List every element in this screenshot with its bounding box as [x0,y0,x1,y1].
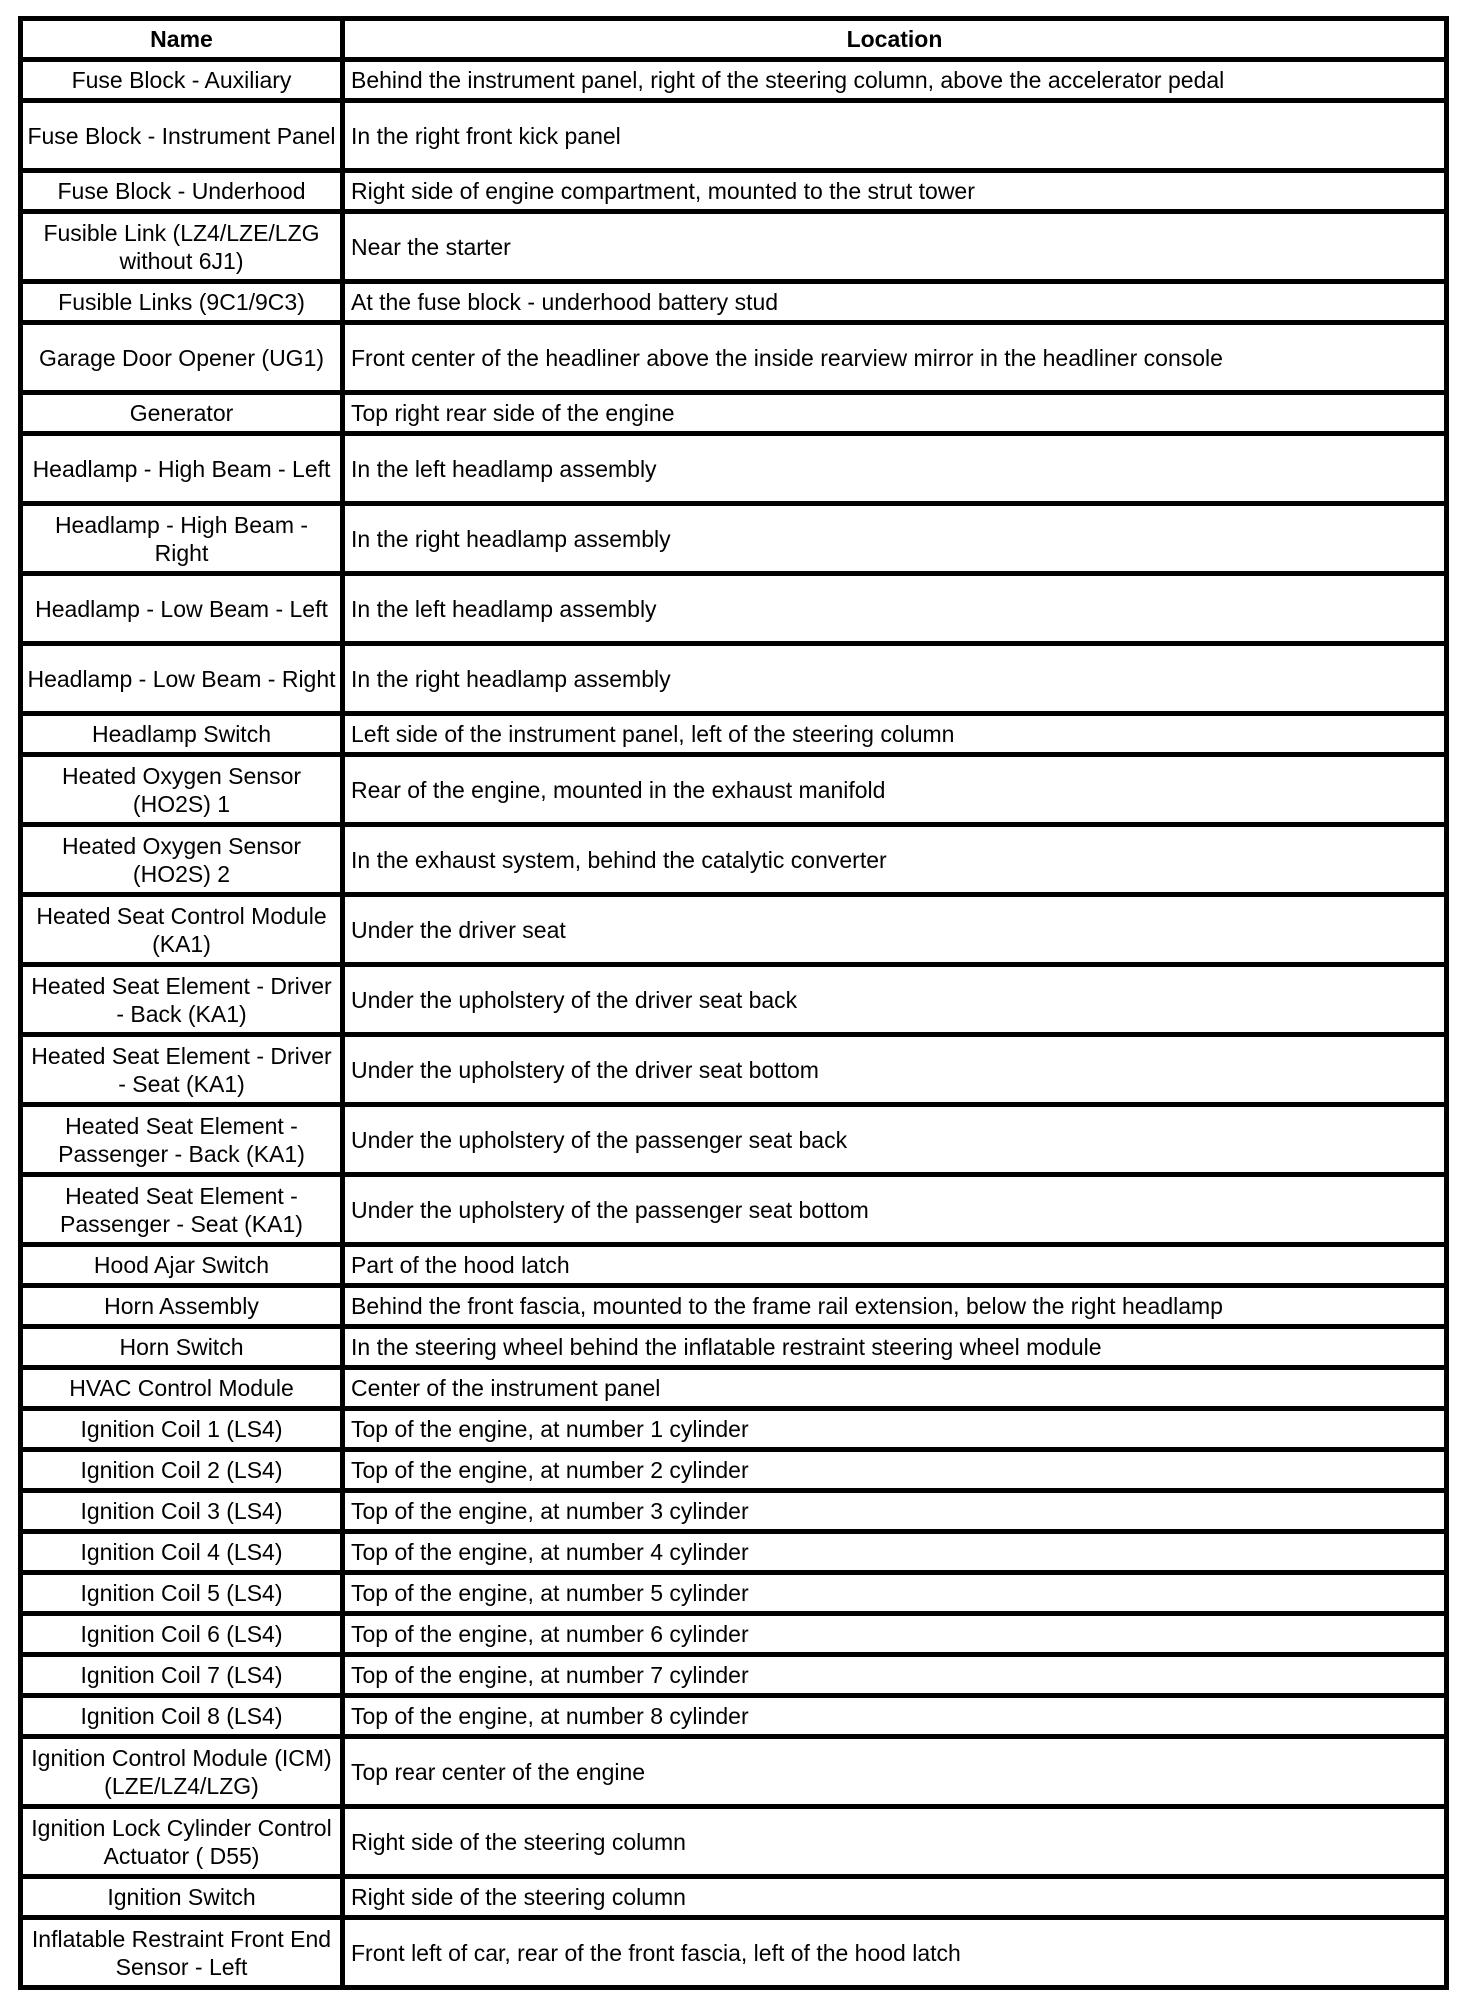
table-row [21,1368,1447,1409]
component-location-cell: Left side of the instrument panel, left of the steering column [343,714,1447,755]
table-row [21,1035,1447,1105]
table-row [21,1175,1447,1245]
table-row [21,1327,1447,1368]
component-location-table [18,16,1449,1990]
component-name-cell: Ignition Coil 8 (LS4) [21,1696,343,1737]
table-row [21,1532,1447,1573]
component-name-cell: Ignition Switch [21,1877,343,1918]
table-row [21,644,1447,714]
component-name-cell: Fusible Link (LZ4/LZE/LZG without 6J1) [21,212,343,282]
component-name-cell: Ignition Coil 7 (LS4) [21,1655,343,1696]
component-name-cell: Fusible Links (9C1/9C3) [21,282,343,323]
component-location-cell: Top of the engine, at number 1 cylinder [343,1409,1447,1450]
component-location-cell: Near the starter [343,212,1447,282]
table-row [21,1409,1447,1450]
table-row [21,60,1447,101]
table-row [21,323,1447,393]
component-location-cell: Rear of the engine, mounted in the exhaust manifold [343,755,1447,825]
component-location-cell: Top of the engine, at number 7 cylinder [343,1655,1447,1696]
table-row [21,1807,1447,1877]
component-location-cell: In the steering wheel behind the inflatable restraint steering wheel module [343,1327,1447,1368]
table-row [21,393,1447,434]
table-row [21,1737,1447,1807]
component-name-cell: Heated Oxygen Sensor (HO2S) 2 [21,825,343,895]
component-name-cell: Heated Oxygen Sensor (HO2S) 1 [21,755,343,825]
component-name-cell: Headlamp - Low Beam - Right [21,644,343,714]
table-row [21,895,1447,965]
component-name-cell: Hood Ajar Switch [21,1245,343,1286]
component-location-cell: Behind the instrument panel, right of the steering column, above the accelerator pedal [343,60,1447,101]
table-row [21,1696,1447,1737]
component-name-cell: Ignition Coil 5 (LS4) [21,1573,343,1614]
component-name-cell: Garage Door Opener (UG1) [21,323,343,393]
component-name-cell: Generator [21,393,343,434]
component-location-cell: Front left of car, rear of the front fascia, left of the hood latch [343,1918,1447,1988]
table-row [21,965,1447,1035]
table-row [21,212,1447,282]
table-row [21,101,1447,171]
component-location-cell: Front center of the headliner above the inside rearview mirror in the headliner console [343,323,1447,393]
component-name-cell: Ignition Coil 1 (LS4) [21,1409,343,1450]
component-location-cell: Top of the engine, at number 8 cylinder [343,1696,1447,1737]
column-header-name: Name [21,19,343,60]
component-name-cell: Ignition Lock Cylinder Control Actuator ( D55) [21,1807,343,1877]
table-row [21,282,1447,323]
table-row [21,1245,1447,1286]
table-row [21,504,1447,574]
component-location-cell: At the fuse block - underhood battery stud [343,282,1447,323]
header-row [21,19,1447,60]
component-name-cell: Heated Seat Control Module (KA1) [21,895,343,965]
component-location-cell: Top of the engine, at number 5 cylinder [343,1573,1447,1614]
component-name-cell: Heated Seat Element - Driver - Back (KA1) [21,965,343,1035]
component-location-cell: Right side of the steering column [343,1807,1447,1877]
component-location-cell: Top of the engine, at number 4 cylinder [343,1532,1447,1573]
component-name-cell: Headlamp - High Beam - Right [21,504,343,574]
component-location-cell: Under the upholstery of the driver seat back [343,965,1447,1035]
column-header-location: Location [343,19,1447,60]
component-name-cell: Inflatable Restraint Front End Sensor - Left [21,1918,343,1988]
component-location-cell: Under the upholstery of the passenger seat back [343,1105,1447,1175]
table-row [21,714,1447,755]
table-row [21,1614,1447,1655]
table-row [21,1655,1447,1696]
component-location-cell: In the right headlamp assembly [343,504,1447,574]
component-name-cell: Ignition Coil 3 (LS4) [21,1491,343,1532]
component-location-cell: Top of the engine, at number 3 cylinder [343,1491,1447,1532]
component-name-cell: Fuse Block - Auxiliary [21,60,343,101]
component-location-cell: Under the upholstery of the passenger seat bottom [343,1175,1447,1245]
component-name-cell: Headlamp Switch [21,714,343,755]
table-row [21,1286,1447,1327]
component-location-cell: Center of the instrument panel [343,1368,1447,1409]
component-name-cell: Fuse Block - Instrument Panel [21,101,343,171]
component-name-cell: HVAC Control Module [21,1368,343,1409]
table-row [21,434,1447,504]
component-name-cell: Horn Switch [21,1327,343,1368]
table-row [21,755,1447,825]
component-name-cell: Ignition Coil 4 (LS4) [21,1532,343,1573]
component-name-cell: Heated Seat Element - Passenger - Back (KA1) [21,1105,343,1175]
table-row [21,825,1447,895]
component-name-cell: Headlamp - Low Beam - Left [21,574,343,644]
component-name-cell: Fuse Block - Underhood [21,171,343,212]
component-location-cell: Under the upholstery of the driver seat bottom [343,1035,1447,1105]
component-location-cell: In the left headlamp assembly [343,434,1447,504]
component-location-cell: In the right front kick panel [343,101,1447,171]
table-row [21,1573,1447,1614]
table-row [21,1491,1447,1532]
component-location-cell: Right side of engine compartment, mounted to the strut tower [343,171,1447,212]
component-location-cell: In the right headlamp assembly [343,644,1447,714]
component-name-cell: Ignition Control Module (ICM) (LZE/LZ4/LZG) [21,1737,343,1807]
table-row [21,1877,1447,1918]
table-row [21,1105,1447,1175]
table-row [21,171,1447,212]
component-location-cell: Top of the engine, at number 6 cylinder [343,1614,1447,1655]
component-location-cell: Part of the hood latch [343,1245,1447,1286]
component-location-cell: In the left headlamp assembly [343,574,1447,644]
component-name-cell: Ignition Coil 6 (LS4) [21,1614,343,1655]
component-location-cell: Top of the engine, at number 2 cylinder [343,1450,1447,1491]
component-name-cell: Ignition Coil 2 (LS4) [21,1450,343,1491]
component-location-cell: Top rear center of the engine [343,1737,1447,1807]
table-row [21,574,1447,644]
component-name-cell: Heated Seat Element - Passenger - Seat (KA1) [21,1175,343,1245]
component-name-cell: Headlamp - High Beam - Left [21,434,343,504]
table-header [21,19,1447,60]
table-row [21,1918,1447,1988]
component-location-cell: Under the driver seat [343,895,1447,965]
component-location-cell: Behind the front fascia, mounted to the frame rail extension, below the right headlamp [343,1286,1447,1327]
component-location-cell: Top right rear side of the engine [343,393,1447,434]
component-name-cell: Horn Assembly [21,1286,343,1327]
component-location-cell: Right side of the steering column [343,1877,1447,1918]
component-location-cell: In the exhaust system, behind the catalytic converter [343,825,1447,895]
table-row [21,1450,1447,1491]
component-name-cell: Heated Seat Element - Driver - Seat (KA1) [21,1035,343,1105]
table-body [21,60,1447,1988]
